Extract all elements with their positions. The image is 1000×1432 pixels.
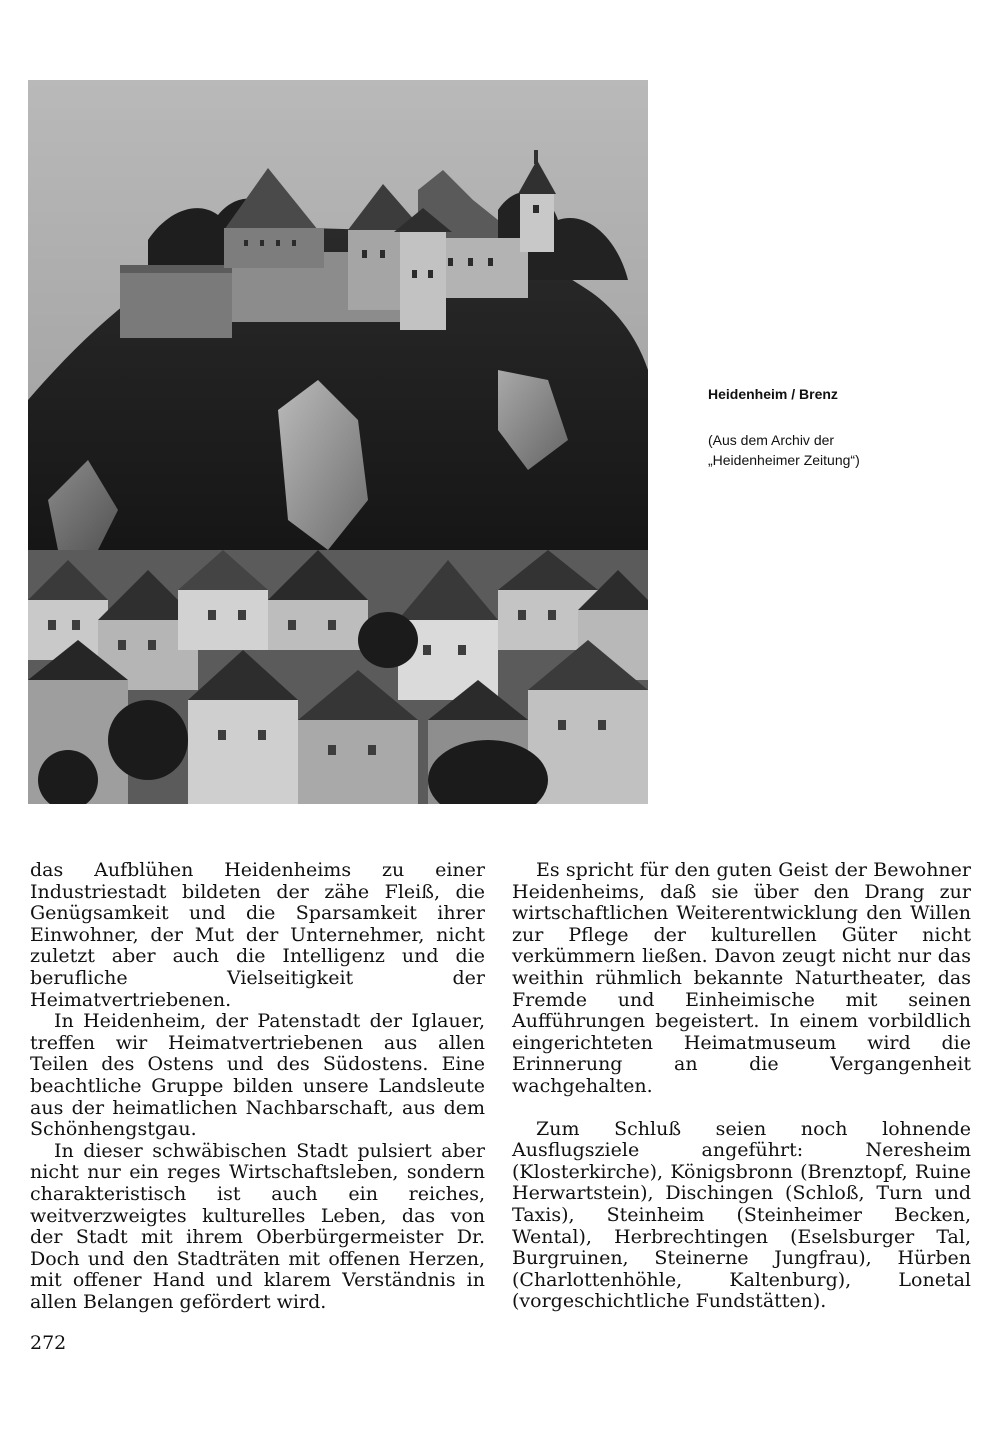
page-number: 272 [30, 1332, 67, 1354]
left-paragraph-1: das Aufblühen Heidenheims zu einer Industriestadt bildeten der zähe Fleiß, die Genügsamkeit und die Sparsamkeit ihrer Einwohner, der Mut der Unternehmer, nicht zuletzt aber auch die Intelligenz und die berufliche Vielseitigkeit der Heimatvertriebenen. [30, 859, 485, 1011]
photo-castle-heidenheim [28, 80, 648, 804]
right-text-column [512, 860, 971, 1313]
caption-source-line-1: (Aus dem Archiv der [708, 432, 835, 448]
castle-photo-illustration [28, 80, 648, 804]
caption-source-line-2: „Heidenheimer Zeitung“) [708, 452, 860, 468]
figure-caption-title: Heidenheim / Brenz [708, 386, 838, 402]
right-paragraph-2: Zum Schluß seien noch lohnende Ausflugsziele angeführt: Neresheim (Klosterkirche), Königsbronn (Brenztopf, Ruine Herwartstein), Dischingen (Schloß, Turn und Taxis), Steinheim (Steinheimer Becken, Wental), Herbrechtingen (Eselsburger Tal, Burgruinen, Steinerne Jungfrau), Hürben (Charlottenhöhle, Kaltenburg), Lonetal (vorgeschichtliche Fundstätten). [512, 1117, 971, 1313]
left-paragraph-3: In dieser schwäbischen Stadt pulsiert aber nicht nur ein reges Wirtschaftsleben, sondern charakteristisch ist auch ein reiches, weitverzweigtes kulturelles Leben, das von der Stadt mit ihrem Oberbürgermeister Dr. Doch und den Stadträten mit offenen Herzen, mit offener Hand und klarem Verständnis in allen Belangen gefördert wird. [30, 1139, 485, 1313]
right-paragraph-1: Es spricht für den guten Geist der Bewohner Heidenheims, daß sie über den Drang zur wirtschaftlichen Weiterentwicklung den Willen zur Pflege der kulturellen Güter nicht verkümmern ließen. Davon zeugt nicht nur das weithin rühmlich bekannte Naturtheater, das Fremde und Einheimische mit seinen Aufführungen begeistert. In einem vorbildlich eingerichteten Heimatmuseum wird die Erinnerung an die Vergangenheit wachgehalten. [512, 859, 971, 1097]
figure-caption-source [708, 430, 978, 470]
left-paragraph-2: In Heidenheim, der Patenstadt der Iglauer, treffen wir Heimatvertriebenen aus allen Teilen des Ostens und des Südostens. Eine beachtliche Gruppe bilden unsere Landsleute aus der heimatlichen Nachbarschaft, aus dem Schönhengstgau. [30, 1010, 485, 1141]
left-text-column [30, 860, 485, 1313]
paragraph-gap [512, 1098, 971, 1119]
